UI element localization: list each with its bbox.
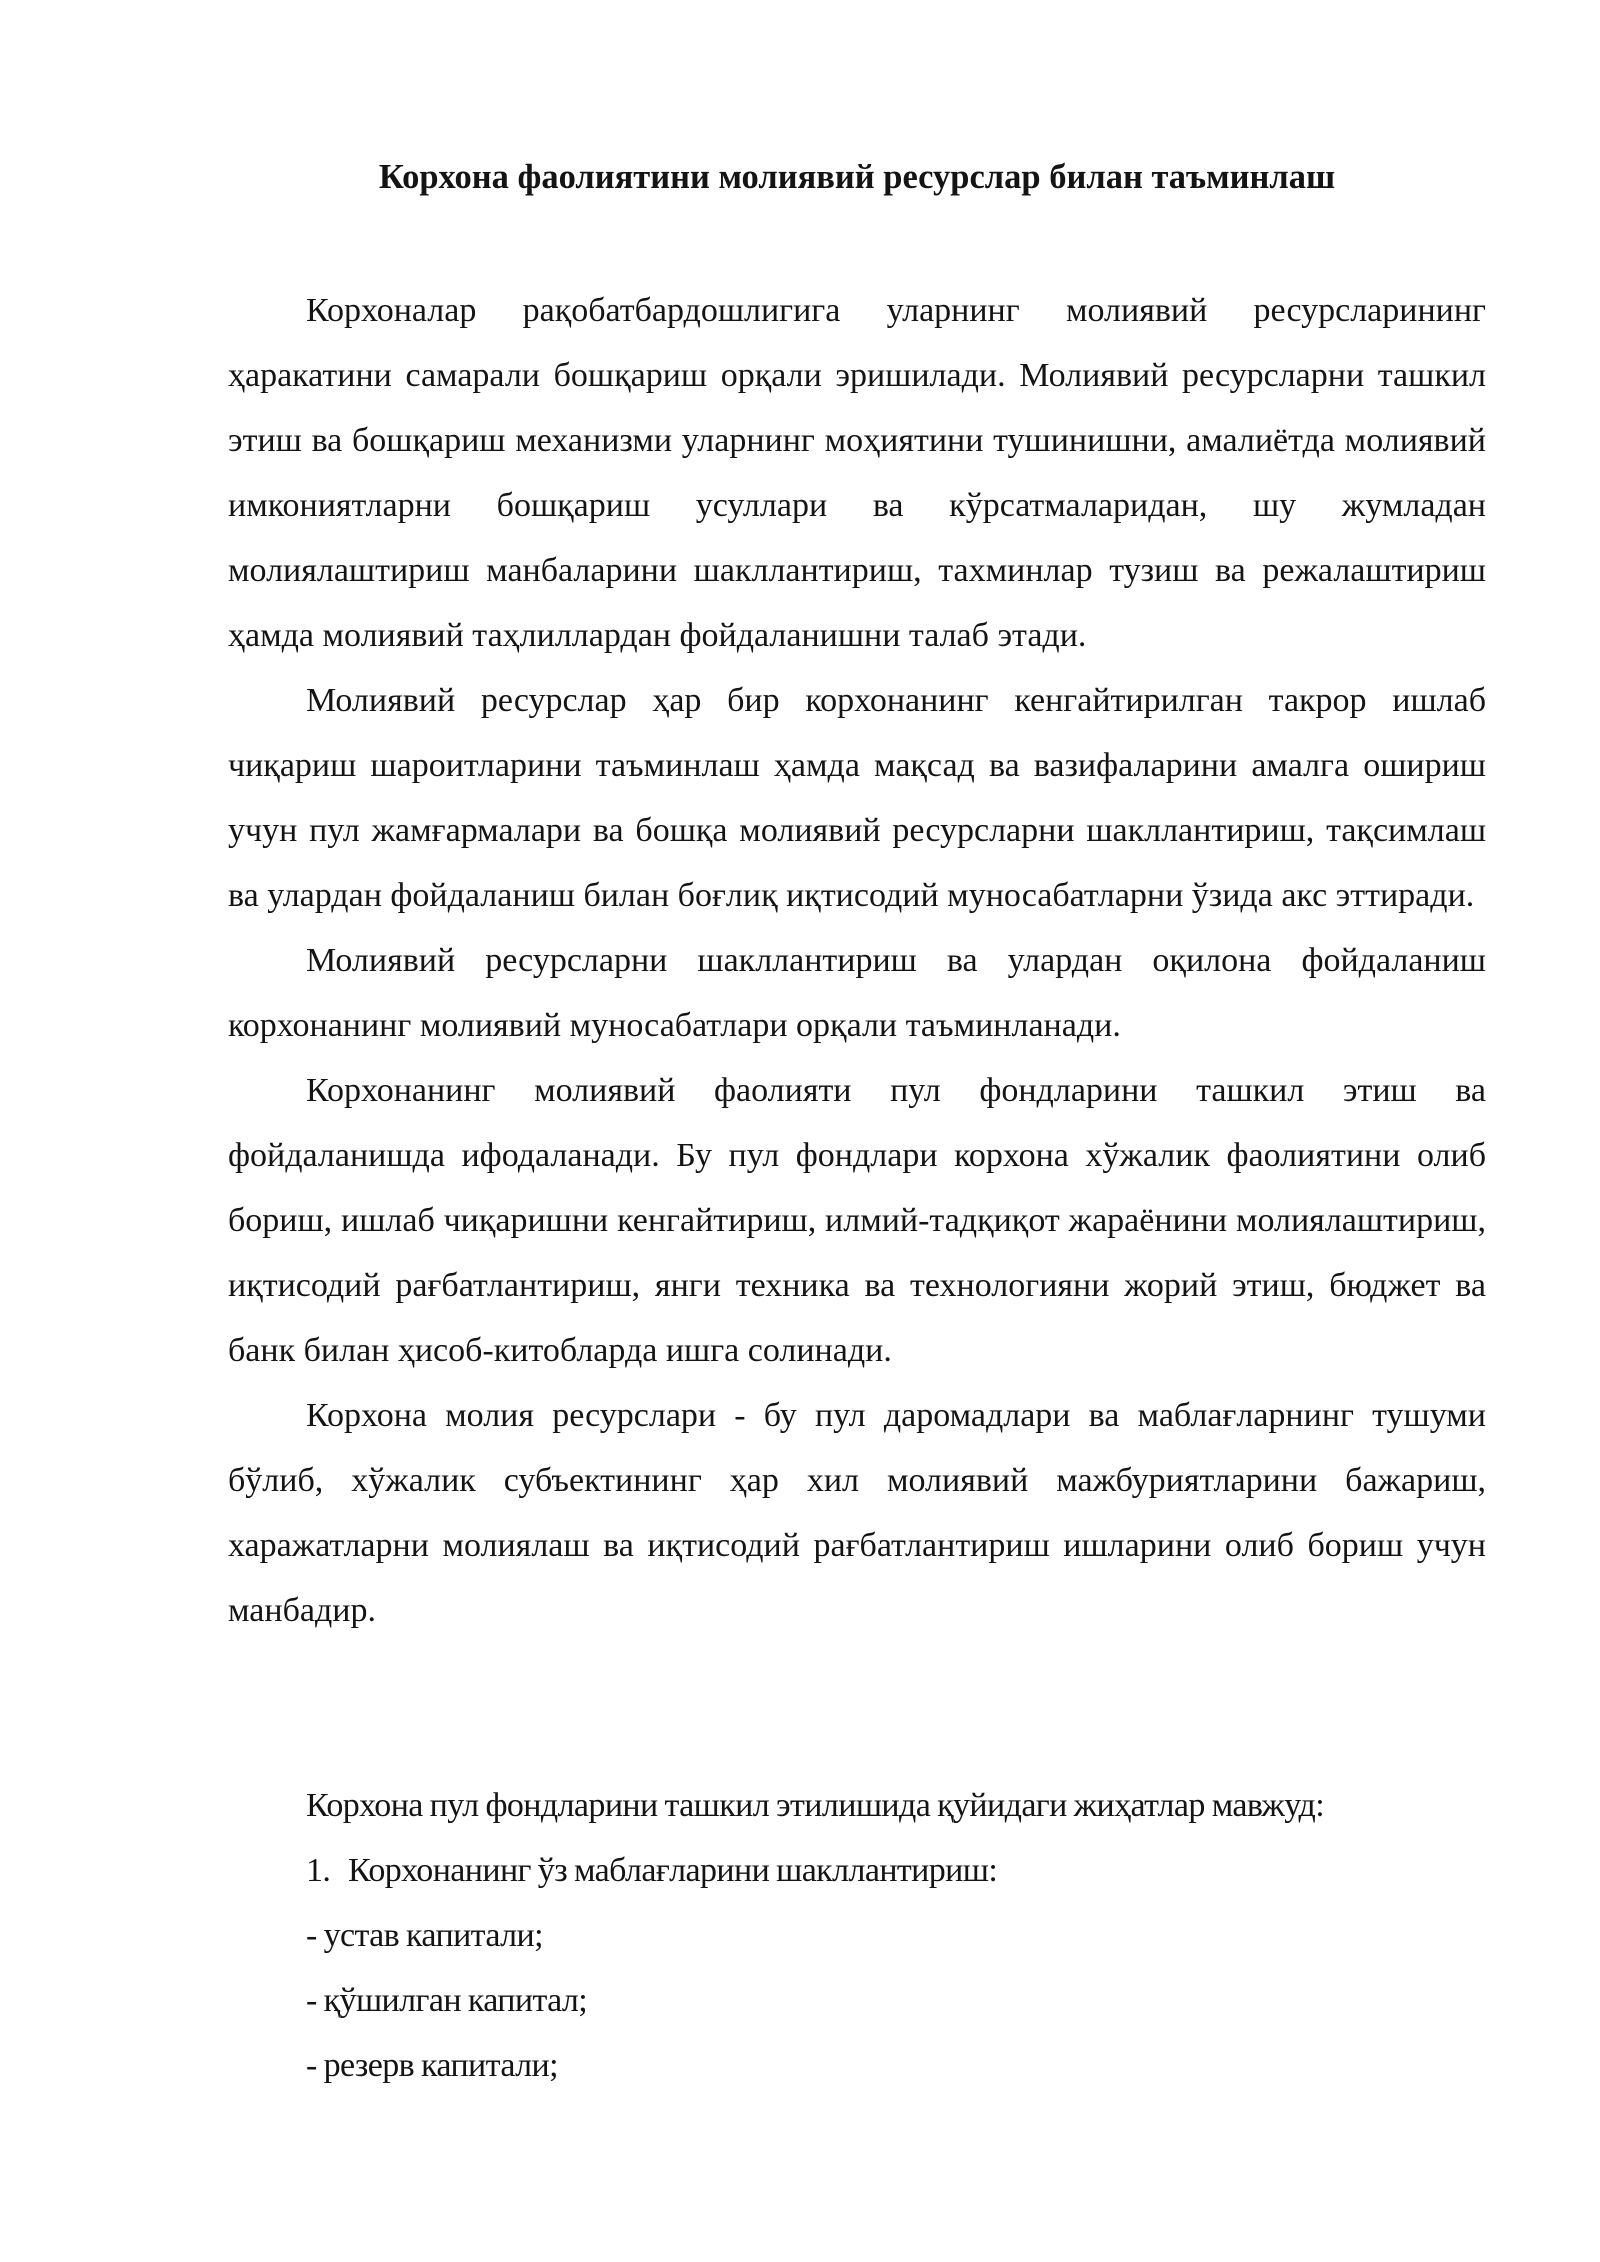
dash-list-item: - қўшилган капитал; — [306, 1982, 588, 2019]
fund-structure-list — [306, 1773, 1324, 2098]
body-text — [228, 278, 1486, 1643]
paragraph: Молиявий ресурсларни шакллантириш ва улардан оқилона фойдаланиш корхонанинг молиявий муносабатлари орқали таъминланади. — [228, 942, 1486, 1044]
paragraph: Молиявий ресурслар ҳар бир корхонанинг кенгайтирилган такрор ишлаб чиқариш шароитларини таъминлаш ҳамда мақсад ва вазифаларини амалга ошириш учун пул жамғармалари ва бошқа молиявий ресурсларни шакллантириш, тақсимлаш ва улардан фойдаланиш билан боғлиқ иқтисодий муносабатларни ўзида акс эттиради. — [228, 682, 1486, 914]
numbered-list-item — [306, 1838, 1324, 1903]
list-intro: Корхона пул фондларини ташкил этилишида қуйидаги жиҳатлар мавжуд: — [306, 1787, 1325, 1824]
document-title: Корхона фаолиятини молиявий ресурслар билан таъминлаш — [378, 158, 1336, 196]
paragraph: Корхоналар рақобатбардошлигига уларнинг молиявий ресурсларининг ҳаракатини самарали бошқариш орқали эришилади. Молиявий ресурсларни ташкил этиш ва бошқариш механизми уларнинг моҳиятини тушинишни, амалиётда молиявий имкониятларни бошқариш усуллари ва кўрсатмаларидан, шу жумладан молиялаштириш манбаларини шакллантириш, тахминлар тузиш ва режалаштириш ҳамда молиявий таҳлиллардан фойдаланишни талаб этади. — [228, 292, 1486, 654]
dash-list-item: - устав капитали; — [306, 1917, 543, 1954]
paragraph: Корхона молия ресурслари - бу пул даромадлари ва маблағларнинг тушуми бўлиб, хўжалик субъектининг ҳар хил молиявий мажбуриятларини бажариш, харажатларни молиялаш ва иқтисодий рағбатлантириш ишларини олиб бориш учун манбадир. — [228, 1397, 1486, 1629]
list-item-text: Корхонанинг ўз маблағларини шакллантириш: — [348, 1852, 998, 1889]
dash-list-item: - резерв капитали; — [306, 2047, 558, 2084]
list-number: 1. — [306, 1852, 331, 1889]
paragraph: Корхонанинг молиявий фаолияти пул фондларини ташкил этиш ва фойдаланишда ифодаланади. Бу пул фондлари корхона хўжалик фаолиятини олиб бориш, ишлаб чиқаришни кенгайтириш, илмий-тадқиқот жараёнини молиялаштириш, иқтисодий рағбатлантириш, янги техника ва технологияни жорий этиш, бюджет ва банк билан ҳисоб-китобларда ишга солинади. — [228, 1072, 1486, 1369]
